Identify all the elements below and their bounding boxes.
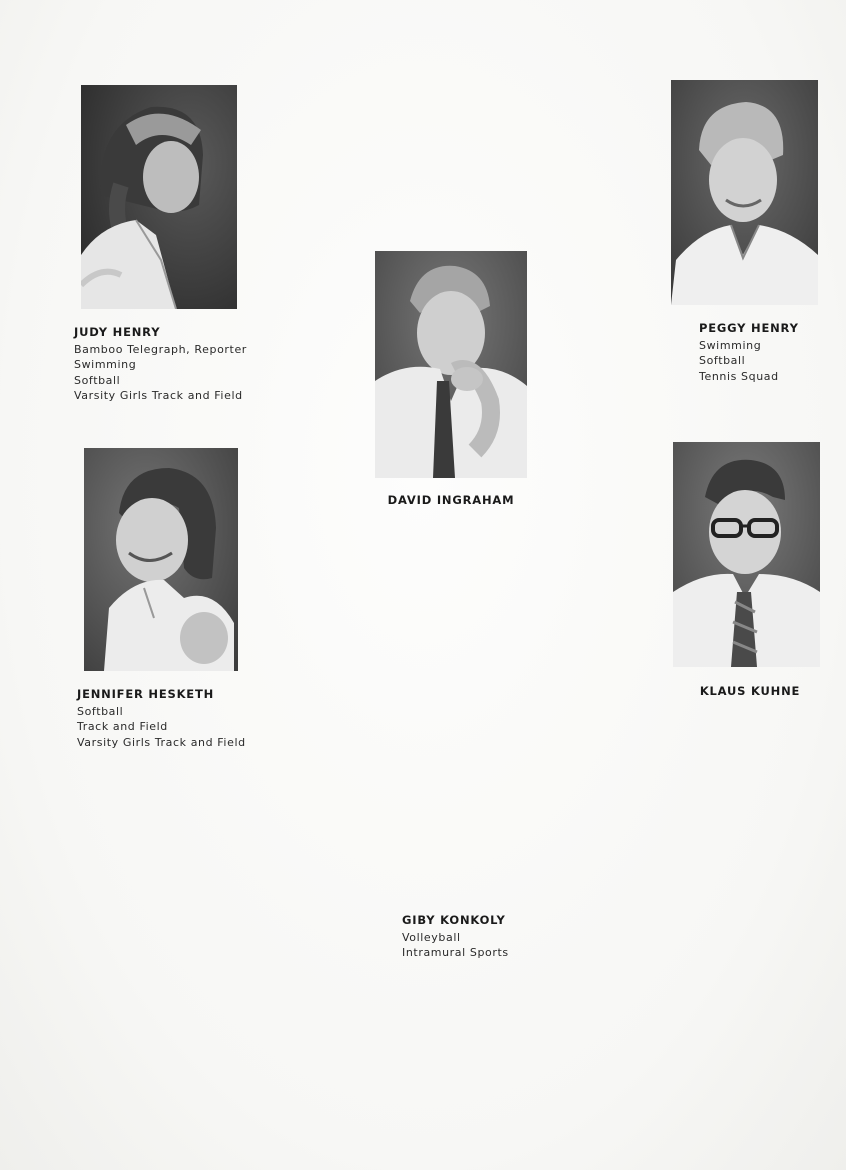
activity: Softball <box>699 354 746 367</box>
student-name: KLAUS KUHNE <box>699 684 801 698</box>
activity: Tennis Squad <box>699 369 779 383</box>
photo-judy-henry <box>81 85 237 309</box>
caption-giby-konkoly <box>402 913 509 961</box>
activity: Track and Field <box>77 720 168 733</box>
activity: Varsity Girls Track and Field <box>74 389 243 402</box>
activity: Softball <box>77 704 124 718</box>
photo-peggy-henry <box>671 80 818 305</box>
activity: Softball <box>74 373 121 387</box>
caption-david-ingraham <box>375 493 527 510</box>
activity: Swimming <box>74 358 137 371</box>
student-name: PEGGY HENRY <box>699 321 799 335</box>
student-name: JENNIFER HESKETH <box>77 687 215 701</box>
student-name: DAVID INGRAHAM <box>387 493 515 507</box>
student-name: GIBY KONKOLY <box>402 913 506 927</box>
activity: Volleyball <box>402 930 461 944</box>
caption-judy-henry <box>74 325 247 404</box>
activity: Swimming <box>699 338 762 352</box>
student-name: JUDY HENRY <box>74 325 161 339</box>
photo-jennifer-hesketh <box>84 448 238 671</box>
caption-klaus-kuhne <box>673 684 827 701</box>
activity: Bamboo Telegraph, Reporter <box>74 342 247 356</box>
caption-jennifer-hesketh <box>77 687 246 750</box>
activity: Varsity Girls Track and Field <box>77 735 246 749</box>
activity: Intramural Sports <box>402 946 509 959</box>
photo-david-ingraham <box>375 251 527 478</box>
caption-peggy-henry <box>699 321 799 384</box>
photo-klaus-kuhne <box>673 442 820 667</box>
